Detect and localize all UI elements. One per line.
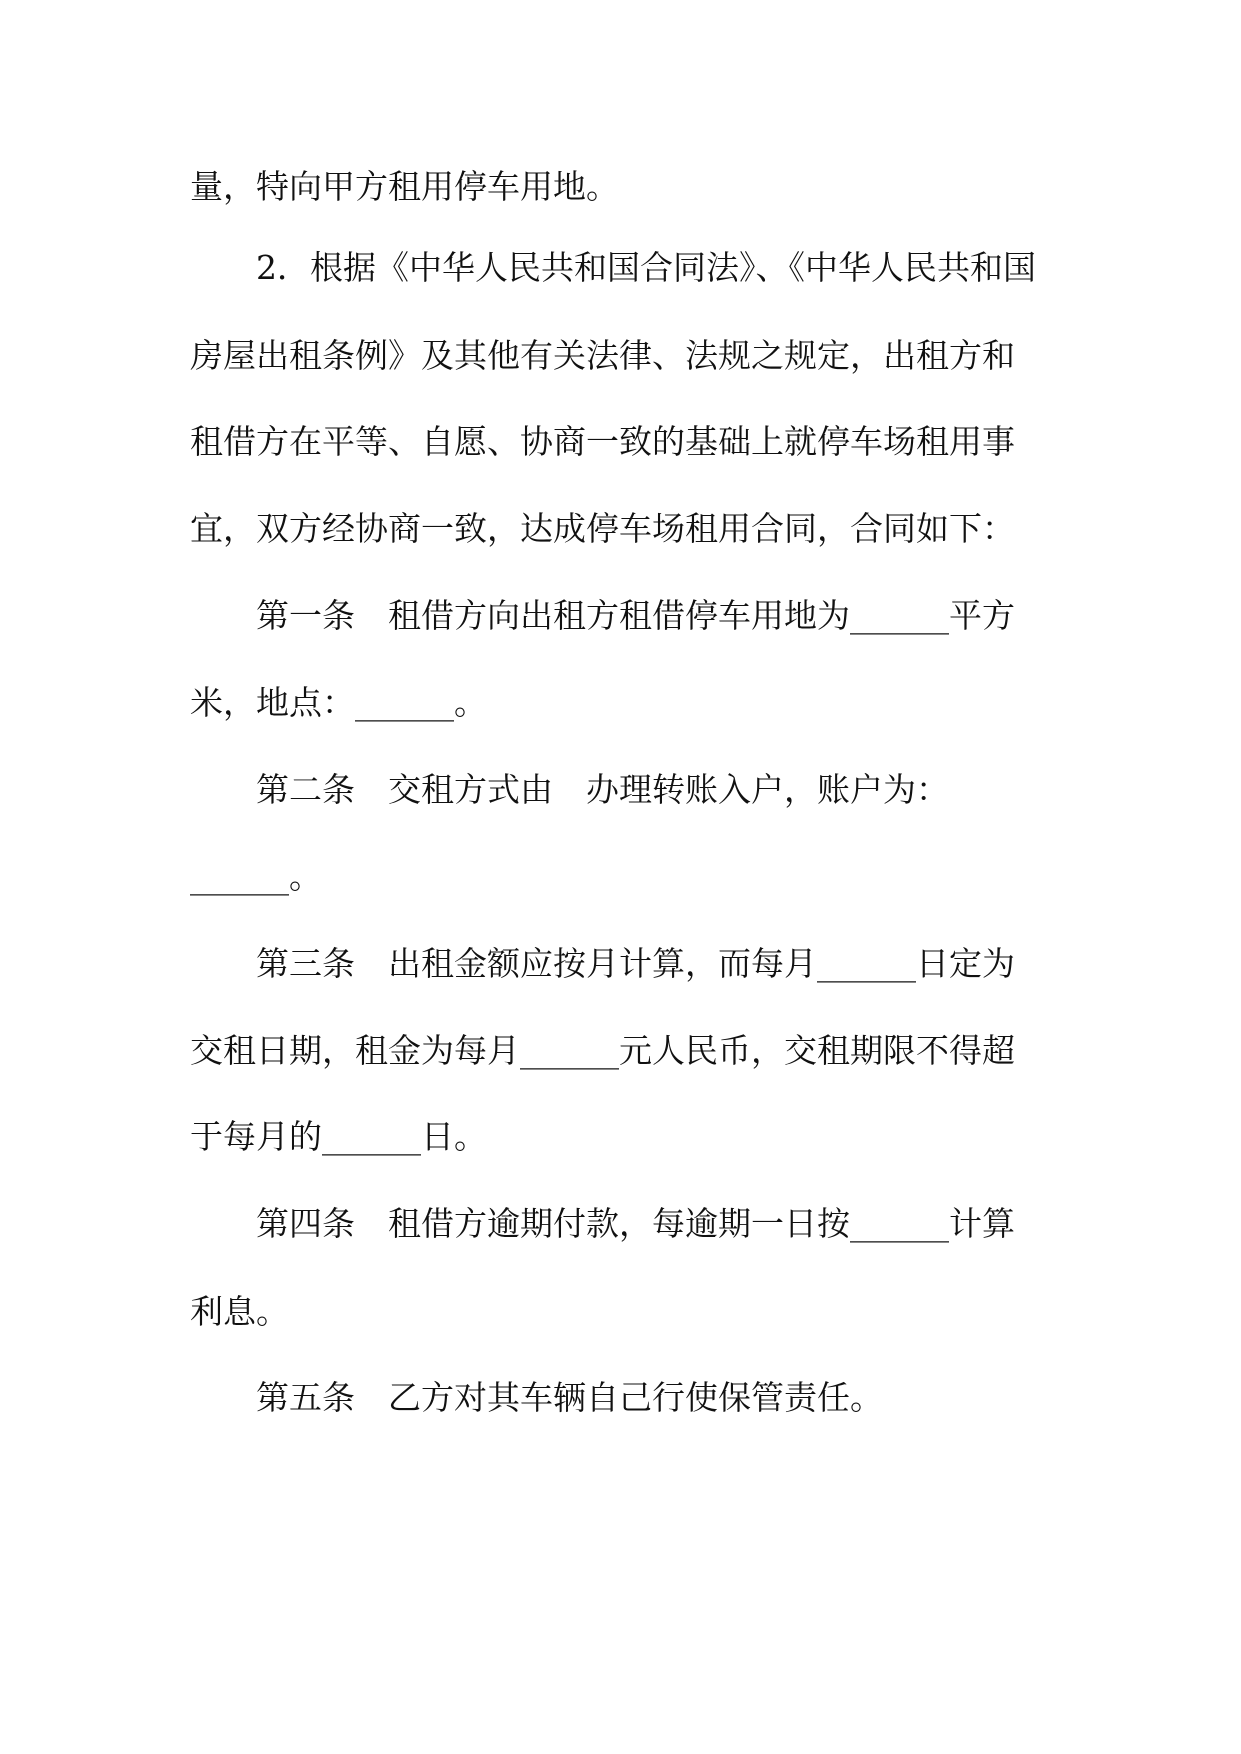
text-line: 宜，双方经协商一致，达成停车场租用合同，合同如下： — [190, 509, 1015, 548]
text-line: 租借方在平等、自愿、协商一致的基础上就停车场租用事 — [190, 422, 1015, 461]
text-line: 2．根据《中华人民共和国合同法》、《中华人民共和国 — [256, 248, 1036, 287]
text-line: 交租日期，租金为每月______元人民币，交租期限不得超 — [190, 1031, 1015, 1070]
text-line: 量，特向甲方租用停车用地。 — [190, 167, 619, 206]
text-line: 第三条 出租金额应按月计算，而每月______日定为 — [256, 944, 1015, 983]
text-line: 第五条 乙方对其车辆自己行使保管责任。 — [256, 1378, 883, 1417]
text-line: 利息。 — [190, 1292, 289, 1331]
text-line: 第一条 租借方向出租方租借停车用地为______平方 — [256, 596, 1015, 635]
text-line: 米，地点：______。 — [190, 683, 487, 722]
text-line: 于每月的______日。 — [190, 1117, 487, 1156]
text-line: 第二条 交租方式由 办理转账入户，账户为： — [256, 770, 949, 809]
text-line: 房屋出租条例》及其他有关法律、法规之规定，出租方和 — [190, 336, 1015, 375]
text-line: 第四条 租借方逾期付款，每逾期一日按______计算 — [256, 1204, 1015, 1243]
text-line: ______。 — [190, 857, 322, 896]
